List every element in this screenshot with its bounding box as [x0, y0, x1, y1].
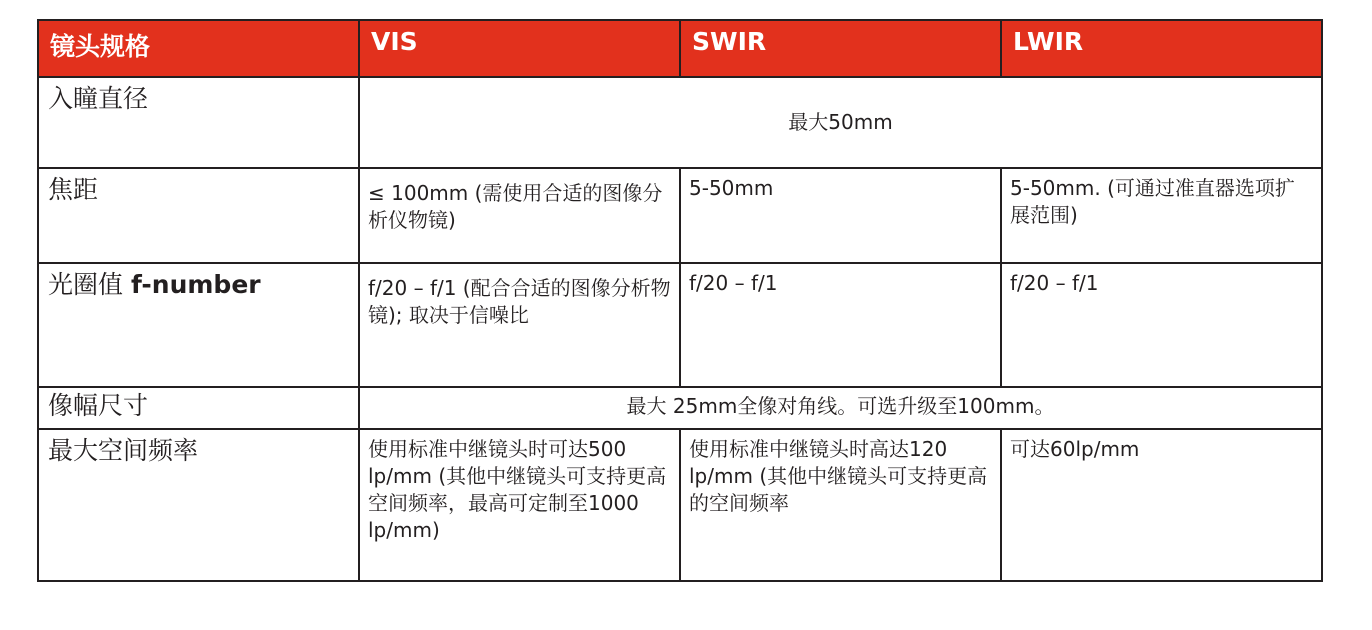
focal-length-swir: 5-50mm: [680, 168, 1001, 263]
table-row-max-spatial-freq: [38, 429, 1322, 581]
row-label-f-number: [38, 263, 359, 386]
table-row-entrance-pupil: [38, 77, 1322, 168]
max-spatial-freq-vis: 使用标准中继镜头时可达500 lp/mm (其他中继镜头可支持更高空间频率，最高可定制至1000 lp/mm): [359, 429, 680, 581]
max-spatial-freq-swir: 使用标准中继镜头时高达120 lp/mm (其他中继镜头可支持更高的空间频率: [680, 429, 1001, 581]
f-number-swir: f/20 – f/1: [680, 263, 1001, 386]
header-lens-spec: 镜头规格: [38, 20, 359, 77]
header-row: [38, 20, 1322, 77]
entrance-pupil-value: 最大50mm: [359, 77, 1322, 168]
row-label-focal-length: 焦距: [38, 168, 359, 263]
row-label-image-size: 像幅尺寸: [38, 387, 359, 429]
header-lwir: LWIR: [1001, 20, 1322, 77]
f-number-label-en: f-number: [130, 270, 261, 300]
header-swir: SWIR: [680, 20, 1001, 77]
header-vis: VIS: [359, 20, 680, 77]
focal-length-lwir: 5-50mm. (可通过准直器选项扩展范围): [1001, 168, 1322, 263]
f-number-vis: f/20 – f/1 (配合合适的图像分析物镜); 取决于信噪比: [359, 263, 680, 386]
image-size-value: 最大 25mm全像对角线。可选升级至100mm。: [359, 387, 1322, 429]
lens-spec-table: [37, 19, 1323, 582]
max-spatial-freq-lwir: 可达60lp/mm: [1001, 429, 1322, 581]
f-number-lwir: f/20 – f/1: [1001, 263, 1322, 386]
focal-length-vis: ≤ 100mm (需使用合适的图像分析仪物镜): [359, 168, 680, 263]
row-label-entrance-pupil: 入瞳直径: [38, 77, 359, 168]
table-row-image-size: [38, 387, 1322, 429]
row-label-max-spatial-freq: 最大空间频率: [38, 429, 359, 581]
table-row-focal-length: [38, 168, 1322, 263]
f-number-label-cn: 光圈值: [48, 270, 124, 300]
table-row-f-number: [38, 263, 1322, 386]
